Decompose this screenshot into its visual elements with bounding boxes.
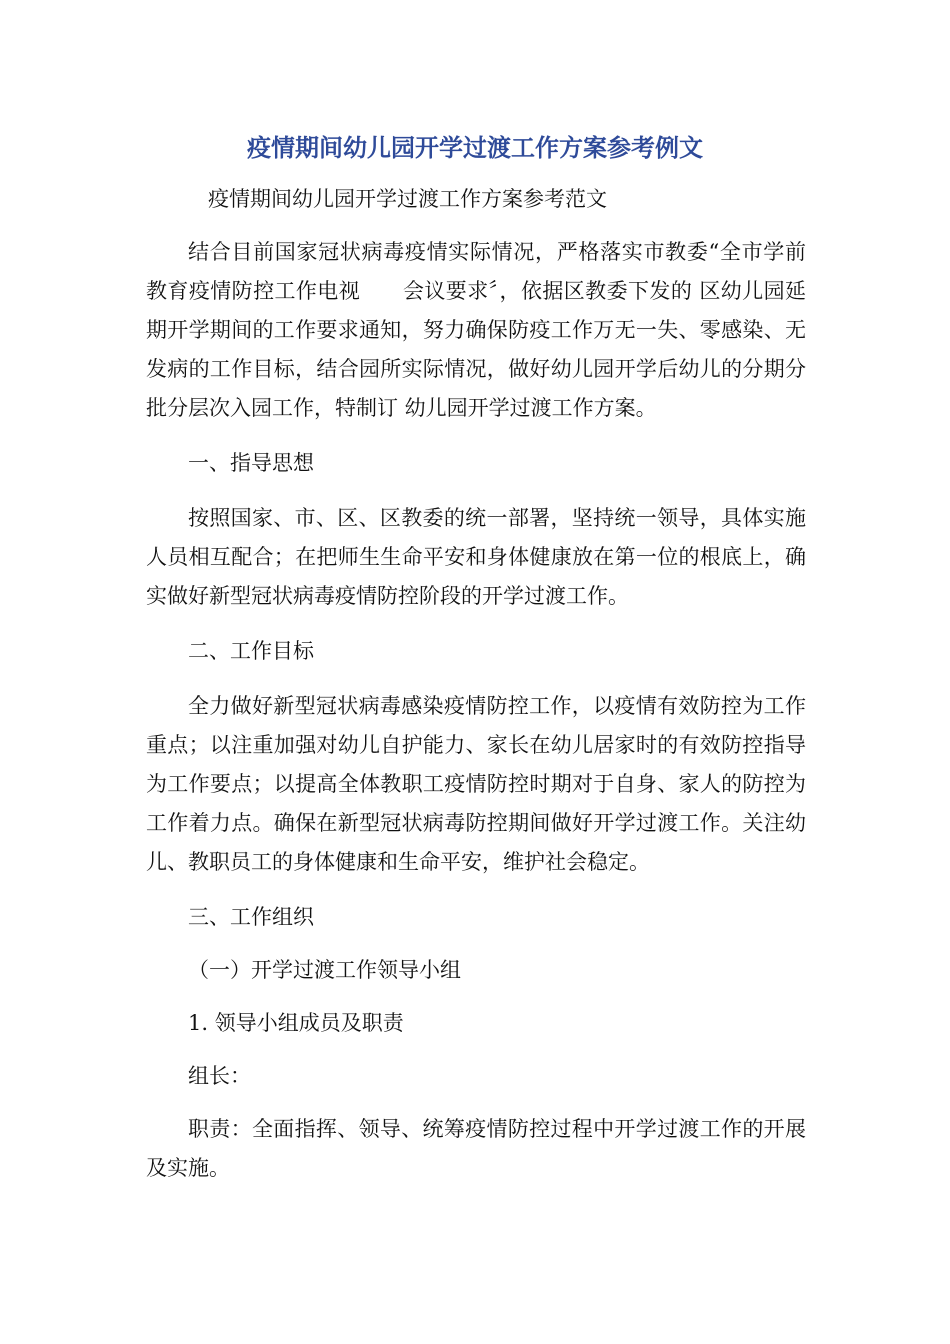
duty-paragraph: 职责：全面指挥、领导、统筹疫情防控过程中开学过渡工作的开展及实施。 [146,1117,806,1180]
section-heading-work-organization: 三、工作组织 [188,905,314,929]
section-heading-guiding-thought: 一、指导思想 [188,451,314,475]
document-subtitle: 疫情期间幼儿园开学过渡工作方案参考范文 [208,187,607,211]
section-paragraph-work-goal: 全力做好新型冠状病毒感染疫情防控工作，以疫情有效防控为工作重点；以注重加强对幼儿自护能力、家长在幼儿居家时的有效防控指导为工作要点；以提高全体教职工疫情防控时期对于自身、家人的防控为工作着力点。确保在新型冠状病毒防控期间做好开学过渡工作。关注幼儿、教职员工的身体健康和生命平安，维护社会稳定。 [146,694,806,874]
item-heading-members-duties: 1. 领导小组成员及职责 [188,1011,404,1035]
document-title: 疫情期间幼儿园开学过渡工作方案参考例文 [247,134,703,162]
leader-label: 组长： [188,1064,251,1088]
document-body [146,180,806,1188]
section-heading-work-goal: 二、工作目标 [188,639,314,663]
intro-paragraph: 结合目前国家冠状病毒疫情实际情况，严格落实市教委“全市学前教育疫情防控工作电视 会议要求〞，依据区教委下发的 区幼儿园延期开学期间的工作要求通知，努力确保防疫工作万无一失、零感染、无发病的工作目标，结合园所实际情况，做好幼儿园开学后幼儿的分期分批分层次入园工作，特制订 幼儿园开学过渡工作方案。 [146,240,806,420]
section-paragraph-guiding-thought: 按照国家、市、区、区教委的统一部署，坚持统一领导，具体实施人员相互配合；在把师生生命平安和身体健康放在第一位的根底上，确实做好新型冠状病毒疫情防控阶段的开学过渡工作。 [146,506,806,608]
subsection-heading-leading-group: （一）开学过渡工作领导小组 [188,958,461,982]
